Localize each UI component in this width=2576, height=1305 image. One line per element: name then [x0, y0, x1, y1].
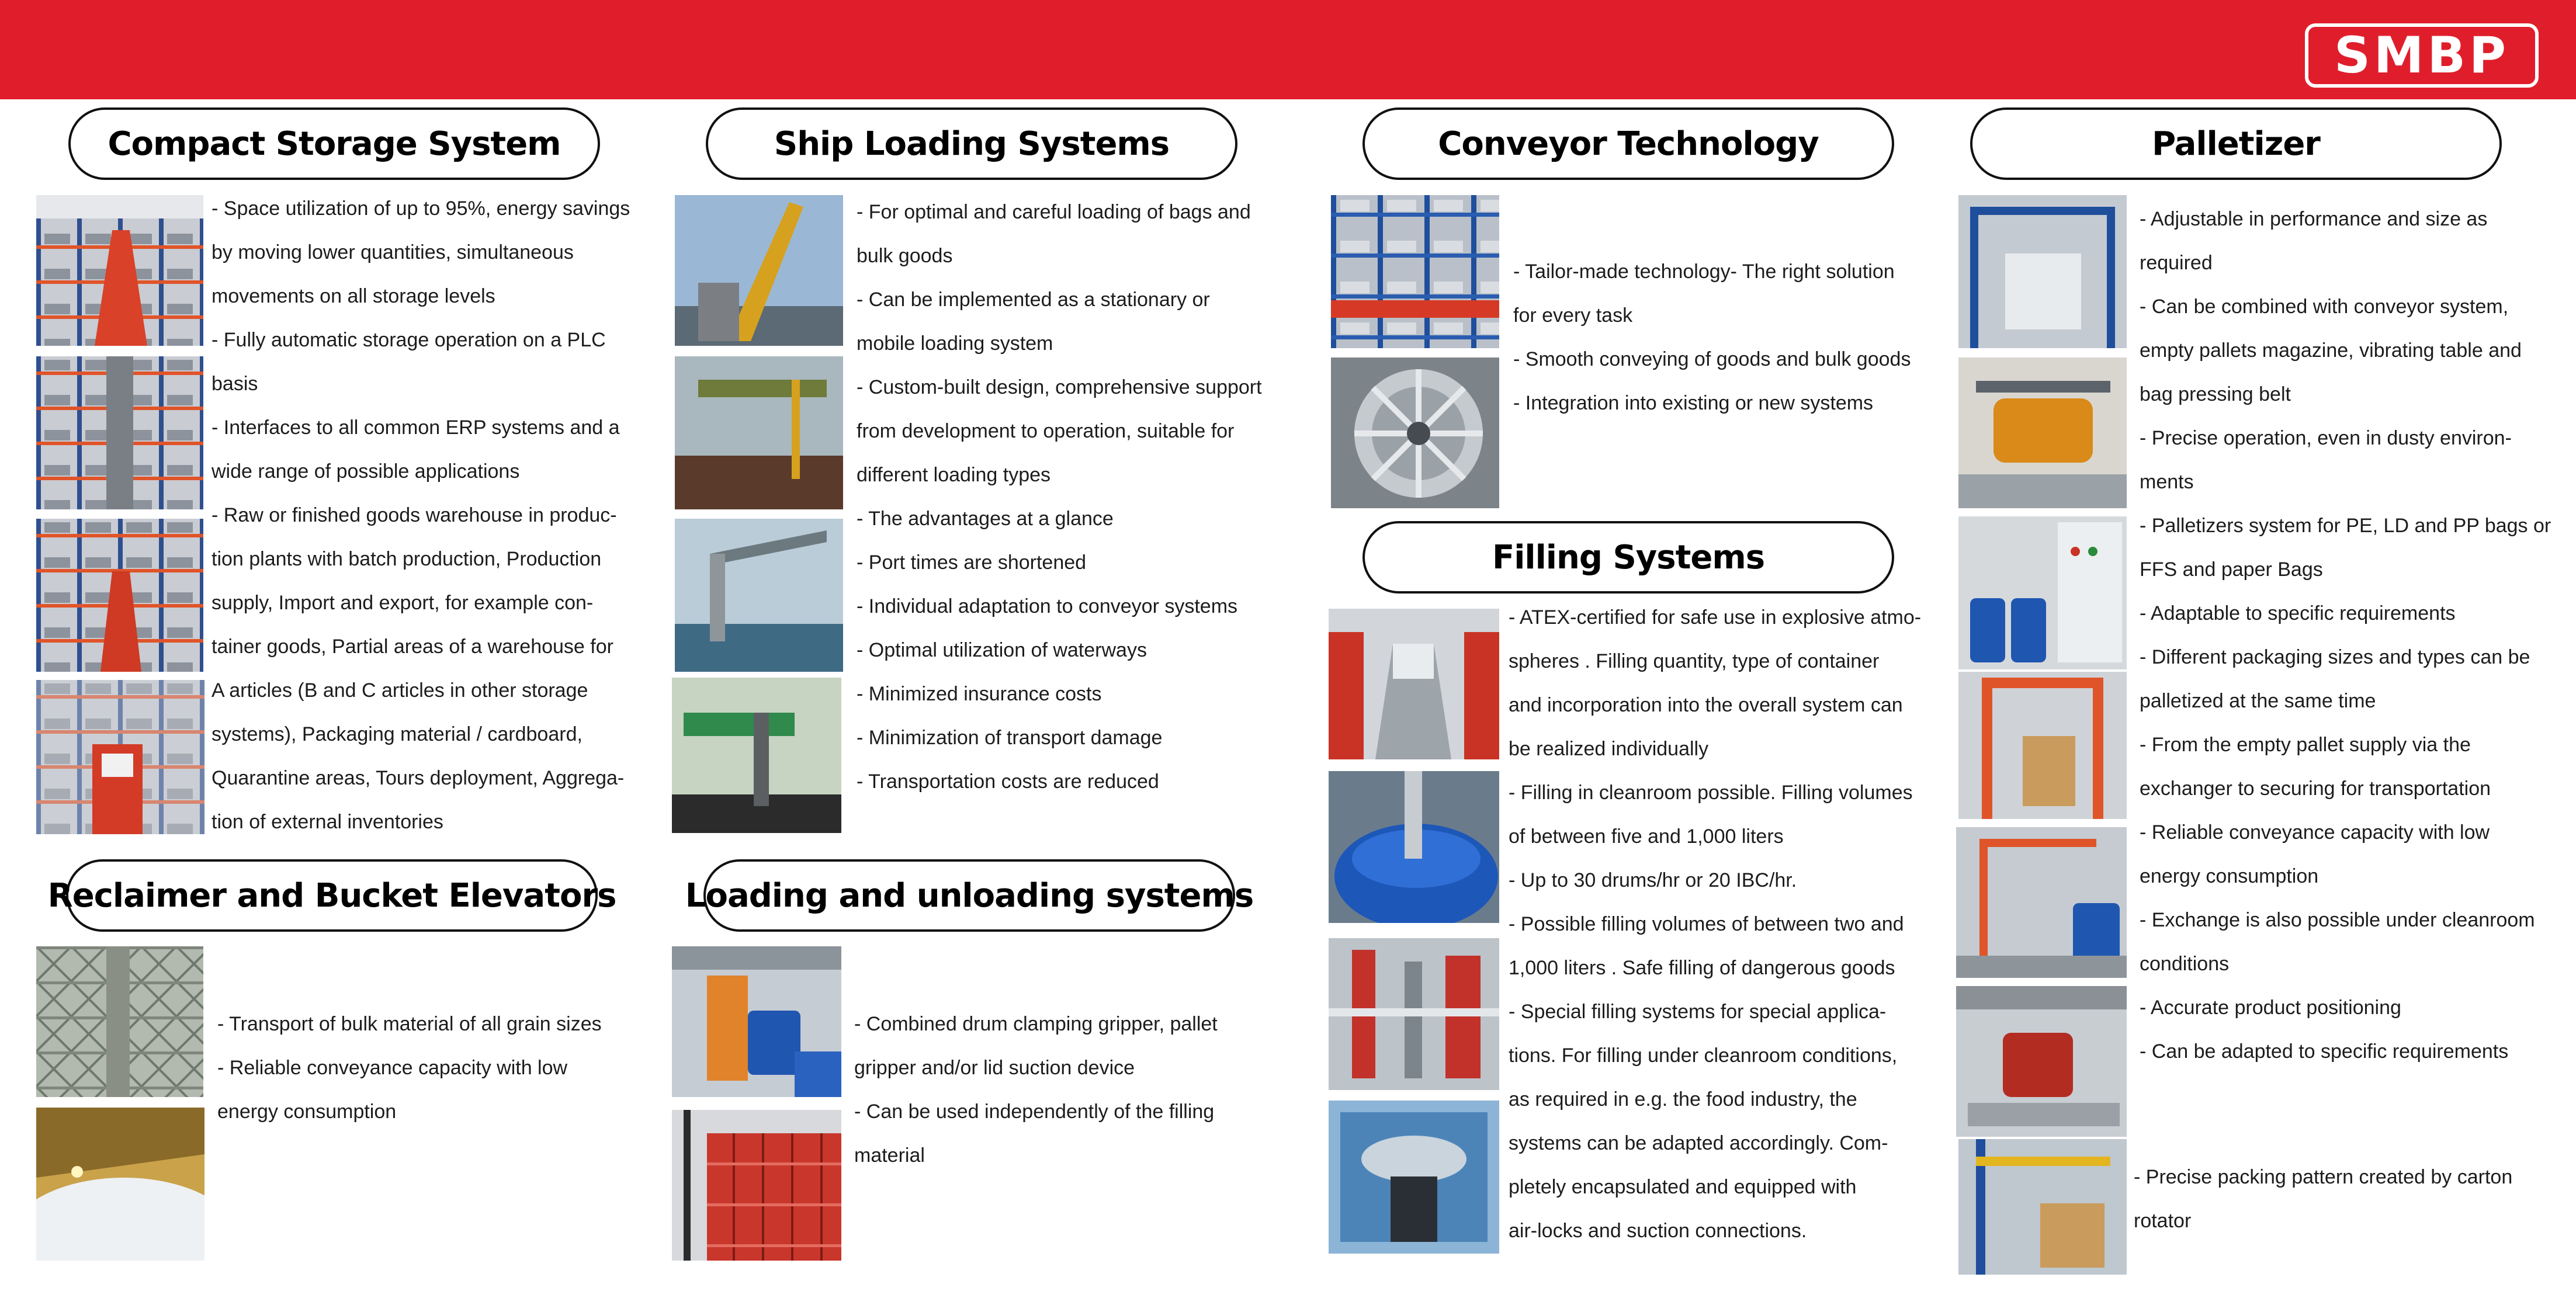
text-line: as required in e.g. the food industry, the — [1509, 1088, 1857, 1110]
text-line: Quarantine areas, Tours deployment, Aggrega- — [212, 767, 625, 789]
text-line: - Can be combined with conveyor system, — [2140, 296, 2509, 318]
photo-shuttle-lane — [36, 519, 203, 672]
photo-ship-terminal — [672, 678, 841, 833]
photo-loading-gantry — [675, 356, 843, 509]
text-line: tion of external inventories — [212, 811, 443, 833]
photo-drum-gripper — [672, 946, 841, 1097]
text-line: - Up to 30 drums/hr or 20 IBC/hr. — [1509, 869, 1797, 891]
text-line: - Minimization of transport damage — [857, 727, 1163, 749]
text-line: - Fully automatic storage operation on a PLC — [212, 329, 606, 351]
palletizer-text-rotator — [2134, 1155, 2512, 1243]
heading-compact-storage: Compact Storage System — [68, 107, 600, 180]
text-line: - Palletizers system for PE, LD and PP bags or — [2140, 515, 2551, 537]
text-line: 1,000 liters . Safe filling of dangerous goods — [1509, 957, 1895, 979]
text-line: be realized individually — [1509, 738, 1709, 760]
photo-storage-aisle — [36, 195, 203, 346]
text-line: - Filling in cleanroom possible. Filling volumes — [1509, 782, 1913, 804]
text-line: empty pallets magazine, vibrating table and — [2140, 339, 2522, 362]
text-line: - For optimal and careful loading of bags and — [857, 201, 1251, 223]
heading-loading-unloading: Loading and unloading systems — [703, 859, 1235, 932]
text-line: movements on all storage levels — [212, 285, 495, 307]
conveyor-text — [1513, 250, 1911, 425]
text-line: bag pressing belt — [2140, 383, 2291, 405]
photo-conveyor-racks — [1331, 195, 1499, 348]
text-line: basis — [212, 373, 258, 395]
photo-red-drums — [672, 1110, 841, 1261]
heading-conveyor: Conveyor Technology — [1362, 107, 1894, 180]
text-line: for every task — [1513, 304, 1633, 327]
text-line: conditions — [2140, 953, 2230, 975]
text-line: - Combined drum clamping gripper, pallet — [854, 1013, 1218, 1035]
text-line: - ATEX-certified for safe use in explosive atmo- — [1509, 606, 1922, 629]
photo-bag-gripper — [1958, 358, 2127, 508]
photo-palletizer-frame — [1958, 195, 2127, 348]
photo-stretch-wrapper — [1958, 672, 2127, 819]
text-line: - Adjustable in performance and size as — [2140, 208, 2488, 230]
text-line: gripper and/or lid suction device — [854, 1057, 1135, 1079]
text-line: palletized at the same time — [2140, 690, 2376, 712]
text-line: - Precise packing pattern created by carton — [2134, 1166, 2513, 1188]
photo-blue-drum-filling — [1329, 771, 1499, 923]
photo-bulk-storage-hall — [36, 1108, 204, 1261]
text-line: - Different packaging sizes and types can be — [2140, 646, 2530, 668]
text-line: - Special filling systems for special applica- — [1509, 1001, 1887, 1023]
text-line: - Can be used independently of the filling — [854, 1101, 1215, 1123]
text-line: - Accurate product positioning — [2140, 997, 2401, 1019]
photo-control-cabinet — [1958, 516, 2127, 669]
photo-filling-cell — [1329, 609, 1499, 759]
photo-encapsulated-filler — [1329, 1101, 1499, 1254]
filling-text — [1509, 596, 1921, 1253]
text-line: - Adaptable to specific requirements — [2140, 602, 2456, 624]
text-line: air-locks and suction connections. — [1509, 1220, 1807, 1242]
text-line: - Reliable conveyance capacity with low — [217, 1057, 568, 1079]
heading-palletizer: Palletizer — [1970, 107, 2502, 180]
compact-storage-text — [212, 187, 630, 844]
text-line: material — [854, 1144, 925, 1167]
text-line: - Minimized insurance costs — [857, 683, 1102, 705]
text-line: A articles (B and C articles in other storage — [212, 679, 588, 702]
photo-drum-palletizer — [1956, 827, 2127, 978]
photo-bucket-elevator — [36, 946, 203, 1097]
text-line: - Custom-built design, comprehensive support — [857, 376, 1262, 398]
palletizer-text — [2140, 197, 2551, 1074]
text-line: by moving lower quantities, simultaneous — [212, 241, 574, 263]
text-line: of between five and 1,000 liters — [1509, 825, 1784, 848]
text-line: - The advantages at a glance — [857, 508, 1114, 530]
text-line: - Space utilization of up to 95%, energy savings — [212, 197, 630, 220]
text-line: - Raw or finished goods warehouse in produc- — [212, 504, 617, 526]
text-line: bulk goods — [857, 245, 953, 267]
text-line: rotator — [2134, 1210, 2192, 1232]
text-line: FFS and paper Bags — [2140, 558, 2323, 581]
loading-unloading-text — [854, 1002, 1218, 1178]
text-line: tainer goods, Partial areas of a warehouse for — [212, 636, 613, 658]
text-line: - Interfaces to all common ERP systems and a — [212, 417, 620, 439]
heading-filling: Filling Systems — [1362, 521, 1894, 594]
text-line: - Integration into existing or new systems — [1513, 392, 1874, 414]
text-line: spheres . Filling quantity, type of container — [1509, 650, 1880, 672]
text-line: - Precise operation, even in dusty environ- — [2140, 427, 2512, 449]
text-line: systems), Packaging material / cardboard, — [212, 723, 583, 745]
photo-screw-conveyor — [1331, 358, 1499, 508]
text-line: - Can be implemented as a stationary or — [857, 289, 1210, 311]
text-line: pletely encapsulated and equipped with — [1509, 1176, 1857, 1198]
photo-port-loader — [675, 519, 843, 672]
text-line: tions. For filling under cleanroom conditions, — [1509, 1044, 1898, 1067]
text-line: - Possible filling volumes of between two and — [1509, 913, 1904, 935]
photo-carton-rotator — [1958, 1139, 2127, 1275]
text-line: tion plants with batch production, Production — [212, 548, 602, 570]
text-line: energy consumption — [217, 1101, 397, 1123]
text-line: and incorporation into the overall system can — [1509, 694, 1903, 716]
text-line: required — [2140, 252, 2213, 274]
text-line: - Tailor-made technology- The right solution — [1513, 261, 1895, 283]
text-line: exchanger to securing for transportation — [2140, 778, 2491, 800]
text-line: - From the empty pallet supply via the — [2140, 734, 2471, 756]
text-line: ments — [2140, 471, 2194, 493]
photo-pallet-conveyor — [1956, 986, 2127, 1137]
heading-ship-loading: Ship Loading Systems — [706, 107, 1237, 180]
text-line: - Port times are shortened — [857, 551, 1087, 574]
header-bar — [0, 0, 2576, 99]
smbp-logo[interactable]: SMBP — [2305, 23, 2539, 88]
text-line: - Reliable conveyance capacity with low — [2140, 821, 2490, 844]
photo-ship-loader-arm — [675, 195, 843, 346]
text-line: wide range of possible applications — [212, 460, 520, 483]
text-line: - Individual adaptation to conveyor systems — [857, 595, 1238, 617]
heading-reclaimer: Reclaimer and Bucket Elevators — [66, 859, 598, 932]
text-line: systems can be adapted accordingly. Com- — [1509, 1132, 1888, 1154]
text-line: mobile loading system — [857, 332, 1053, 355]
text-line: - Optimal utilization of waterways — [857, 639, 1147, 661]
text-line: different loading types — [857, 464, 1051, 486]
text-line: - Transportation costs are reduced — [857, 770, 1159, 793]
text-line: energy consumption — [2140, 865, 2319, 887]
photo-filling-valves — [1329, 938, 1499, 1090]
ship-loading-text — [857, 190, 1262, 804]
text-line: - Can be adapted to specific requirements — [2140, 1040, 2509, 1063]
photo-stacker-crane — [36, 680, 204, 834]
text-line: - Smooth conveying of goods and bulk goods — [1513, 348, 1911, 370]
text-line: - Transport of bulk material of all grain sizes — [217, 1013, 602, 1035]
text-line: - Exchange is also possible under cleanroom — [2140, 909, 2535, 931]
text-line: supply, Import and export, for example con- — [212, 592, 594, 614]
text-line: from development to operation, suitable for — [857, 420, 1235, 442]
reclaimer-text — [217, 1002, 602, 1134]
photo-pallet-racking — [36, 356, 203, 509]
